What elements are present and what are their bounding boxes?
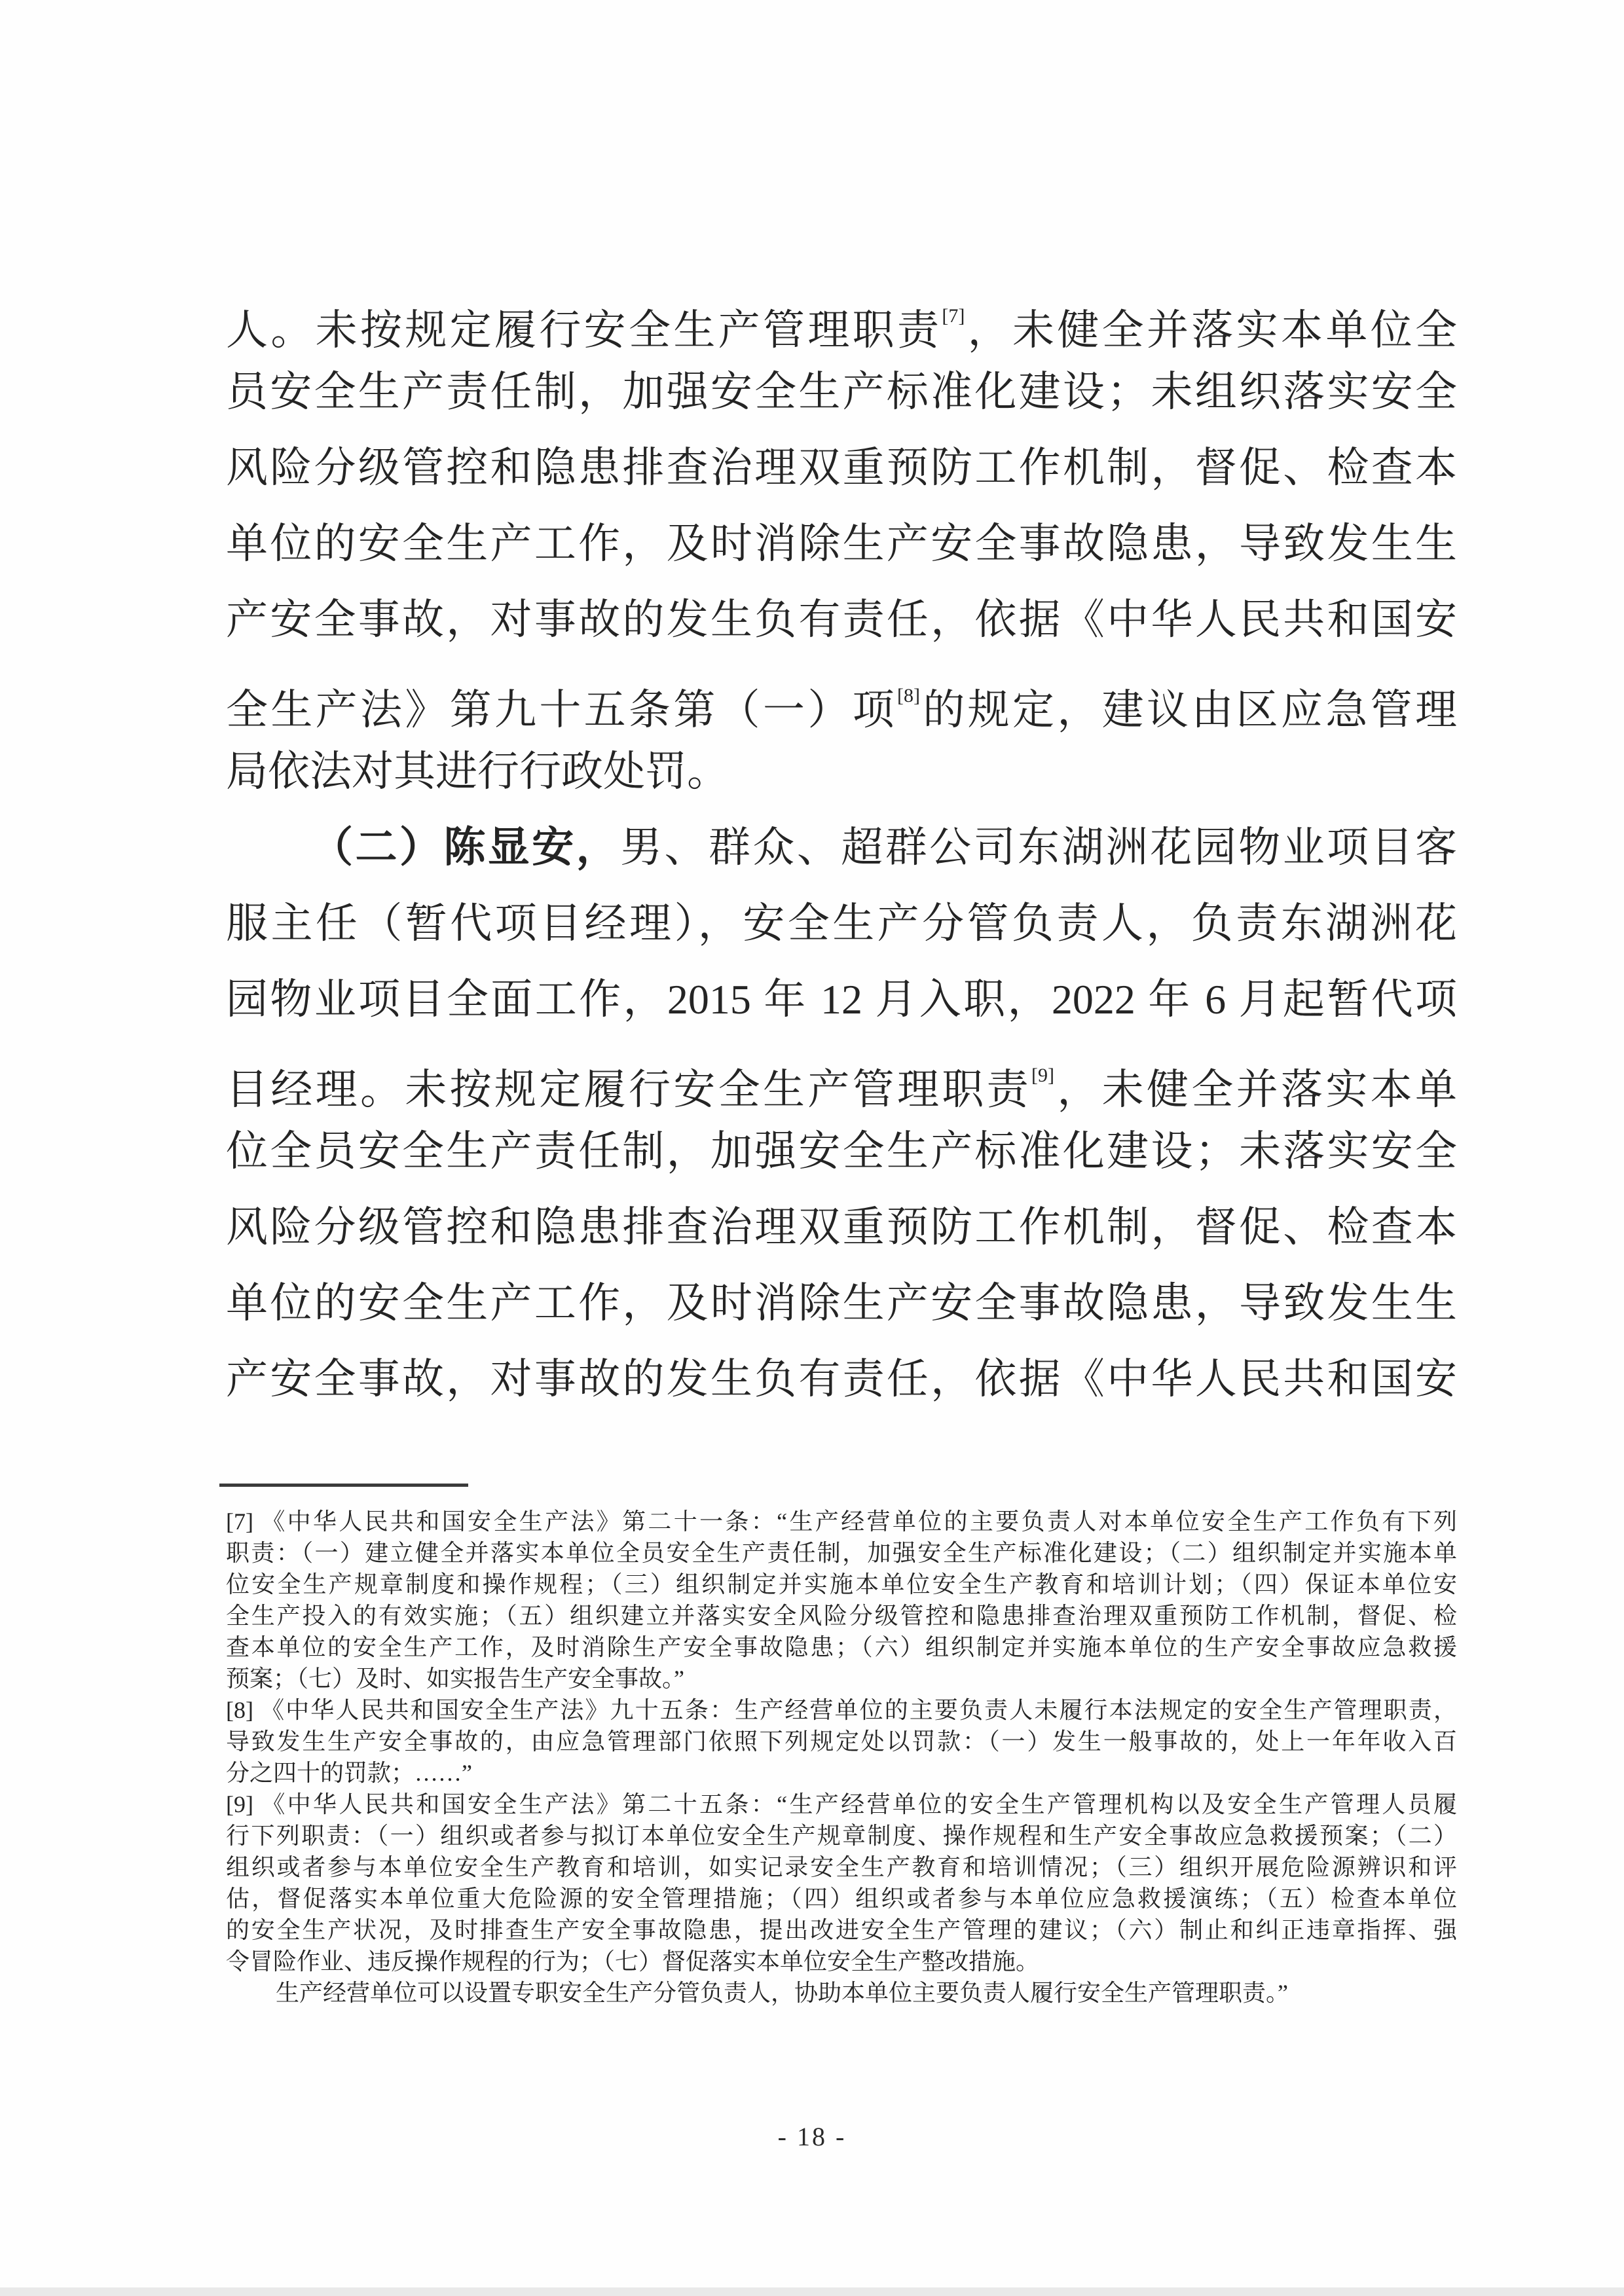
- body-line: [226, 1038, 1457, 1114]
- body-line: [226, 886, 1457, 962]
- footnotes-block: [226, 1506, 1457, 2009]
- footnote-line: [226, 1726, 1457, 1757]
- text-run: 全生产投入的有效实施；（五）组织建立并落实安全风险分级管控和隐患排查治理双重预防工作机制，督促、检: [226, 1603, 1457, 1629]
- text-run: 行下列职责：（一）组织或者参与拟订本单位安全生产规章制度、操作规程和生产安全事故应急救援预案；（二）: [226, 1823, 1457, 1849]
- text-run: 的规定，建议由区应急管理: [920, 687, 1458, 733]
- text-run: 员安全生产责任制，加强安全生产标准化建设；未组织落实安全: [226, 369, 1457, 415]
- body-line: [226, 1341, 1457, 1417]
- text-run: 产安全事故，对事故的发生负有责任，依据《中华人民共和国安: [226, 1356, 1457, 1402]
- text-run: 服主任（暂代项目经理），安全生产分管负责人，负责东湖洲花: [226, 900, 1457, 947]
- text-run: 生产经营单位可以设置专职安全生产分管负责人，协助本单位主要负责人履行安全生产管理职责。”: [276, 1980, 1288, 2006]
- text-run: 位全员安全生产责任制，加强安全生产标准化建设；未落实安全: [226, 1128, 1457, 1175]
- body-line: [226, 278, 1457, 354]
- footnote-line: [226, 1569, 1457, 1600]
- text-run: 估，督促落实本单位重大危险源的安全管理措施；（四）组织或者参与本单位应急救援演练；（五）检查本单位: [226, 1886, 1457, 1912]
- text-run: 园物业项目全面工作，2015 年 12 月入职，2022 年 6 月起暂代项: [226, 976, 1457, 1023]
- body-line: [226, 1190, 1457, 1266]
- footnote-line: [226, 1883, 1457, 1914]
- footnote-line: [226, 1600, 1457, 1631]
- text-run: 产安全事故，对事故的发生负有责任，依据《中华人民共和国安: [226, 596, 1457, 643]
- text-run: 查本单位的安全生产工作，及时消除生产安全事故隐患；（六）组织制定并实施本单位的生产安全事故应急救援: [226, 1634, 1457, 1660]
- person-name-bold: （二）陈显安，: [311, 824, 621, 871]
- footnote-ref: [9]: [1031, 1065, 1054, 1086]
- text-run: 目经理。未按规定履行安全生产管理职责: [226, 1066, 1032, 1113]
- text-run: ，未健全并落实本单位全: [965, 307, 1458, 354]
- text-run: 局依法对其进行行政处罚。: [226, 748, 729, 795]
- text-run: 单位的安全生产工作，及时消除生产安全事故隐患，导致发生生: [226, 520, 1457, 567]
- text-run: [8] 《中华人民共和国安全生产法》九十五条：生产经营单位的主要负责人未履行本法规定的安全生产管理职责，: [226, 1697, 1457, 1723]
- text-run: 单位的安全生产工作，及时消除生产安全事故隐患，导致发生生: [226, 1280, 1457, 1326]
- text-run: 职责：（一）建立健全并落实本单位全员安全生产责任制，加强安全生产标准化建设；（二）组织制定并实施本单: [226, 1540, 1457, 1566]
- footnote-line: [226, 1757, 1457, 1789]
- body-line: [226, 734, 1457, 810]
- body-line: [226, 354, 1457, 430]
- page-number: - 18 -: [777, 2122, 847, 2151]
- text-run: [9] 《中华人民共和国安全生产法》第二十五条：“生产经营单位的安全生产管理机构以及安全生产管理人员履: [226, 1791, 1457, 1817]
- text-run: 预案；（七）及时、如实报告生产安全事故。”: [226, 1666, 684, 1692]
- text-run: 导致发生生产安全事故的，由应急管理部门依照下列规定处以罚款：（一）发生一般事故的，处上一年年收入百: [226, 1728, 1457, 1755]
- footnote-line: [226, 1537, 1457, 1569]
- body-line: [226, 582, 1457, 658]
- text-run: [7] 《中华人民共和国安全生产法》第二十一条：“生产经营单位的主要负责人对本单位安全生产工作负有下列: [226, 1508, 1457, 1535]
- body-line: [226, 506, 1457, 582]
- footnote-line: [226, 1946, 1457, 1977]
- text-run: 人。未按规定履行安全生产管理职责: [226, 307, 942, 354]
- text-run: 风险分级管控和隐患排查治理双重预防工作机制，督促、检查本: [226, 445, 1457, 491]
- text-run: 男、群众、超群公司东湖洲花园物业项目客: [620, 824, 1458, 871]
- footnote-line: [226, 1506, 1457, 1537]
- text-run: 风险分级管控和隐患排查治理双重预防工作机制，督促、检查本: [226, 1204, 1457, 1250]
- footnote-ref: [8]: [897, 685, 920, 706]
- text-run: 的安全生产状况，及时排查生产安全事故隐患，提出改进安全生产管理的建议；（六）制止和纠正违章指挥、强: [226, 1917, 1457, 1943]
- text-run: 令冒险作业、违反操作规程的行为；（七）督促落实本单位安全生产整改措施。: [226, 1948, 1040, 1975]
- footnote-line: [226, 1663, 1457, 1694]
- scan-edge-artifact: [0, 2287, 1624, 2296]
- text-run: ，未健全并落实本单: [1054, 1066, 1458, 1113]
- body-line: [226, 1266, 1457, 1341]
- text-run: 分之四十的罚款；……”: [226, 1760, 472, 1786]
- footnote-separator: [219, 1484, 468, 1487]
- body-line: [226, 430, 1457, 506]
- footnote-line: [226, 1694, 1457, 1726]
- footnote-line: [226, 1631, 1457, 1663]
- footnote-ref: [7]: [942, 305, 965, 327]
- body-text-block: [226, 278, 1457, 1417]
- body-line: [226, 658, 1457, 734]
- footnote-line: [226, 1851, 1457, 1883]
- footnote-line: [226, 1789, 1457, 1820]
- body-line: [226, 962, 1457, 1038]
- footnote-line: [226, 1977, 1457, 2009]
- footnote-line: [226, 1914, 1457, 1946]
- footnote-line: [226, 1820, 1457, 1851]
- text-run: 位安全生产规章制度和操作规程；（三）组织制定并实施本单位安全生产教育和培训计划；（四）保证本单位安: [226, 1571, 1457, 1597]
- text-run: 全生产法》第九十五条第（一）项: [226, 687, 898, 733]
- body-line: [226, 1114, 1457, 1190]
- text-run: 组织或者参与本单位安全生产教育和培训，如实记录安全生产教育和培训情况；（三）组织开展危险源辨识和评: [226, 1854, 1457, 1880]
- body-line: [226, 810, 1457, 886]
